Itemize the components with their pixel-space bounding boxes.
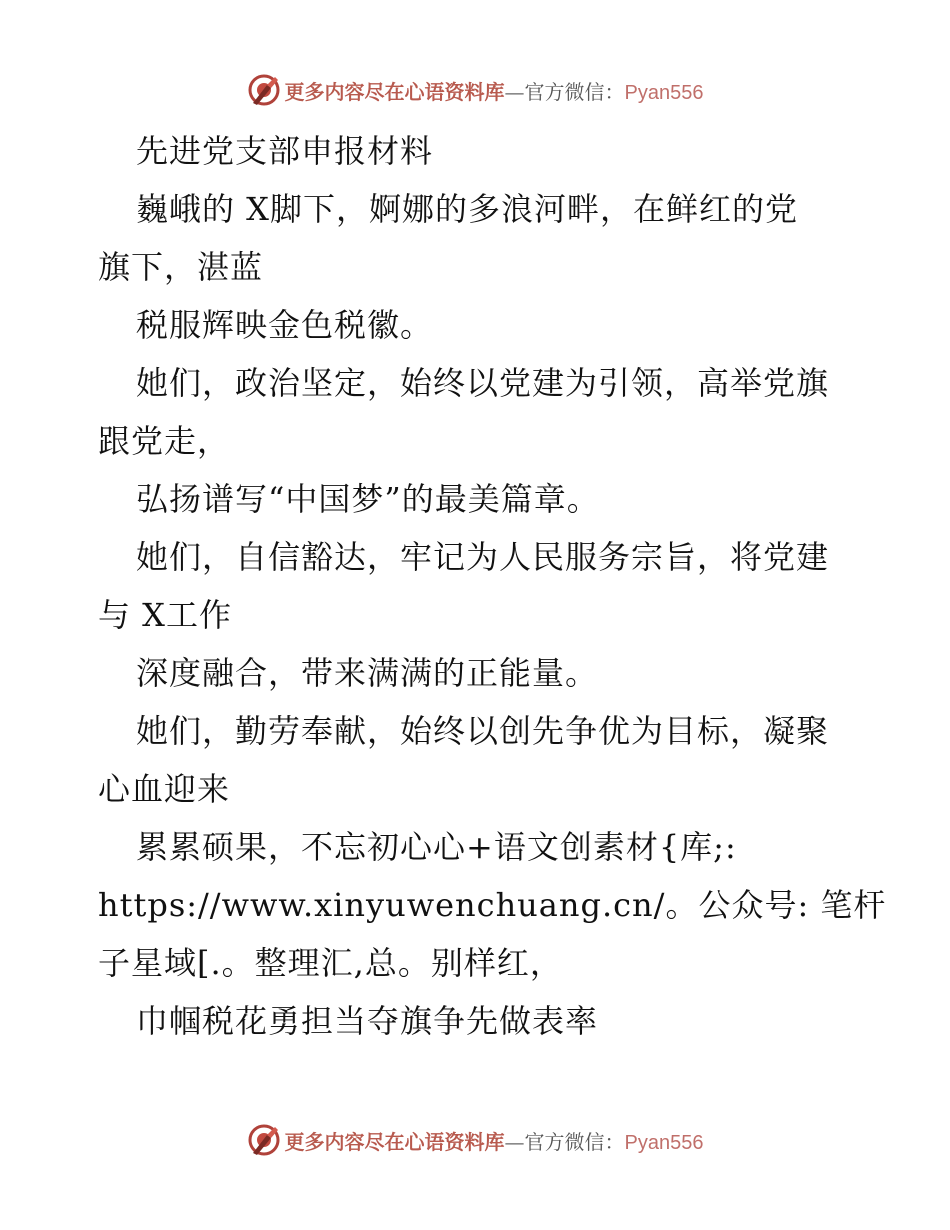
banner-separator: — [504, 79, 525, 104]
banner-wechat-label: 官方微信： [524, 79, 625, 104]
paragraph-line: 心血迎来 [98, 770, 231, 808]
paragraph-line: 弘扬谱写“中国梦”的最美篇章。 [136, 480, 600, 518]
paragraph-line: 巍峨的 X脚下，婀娜的多浪河畔，在鲜红的党 [136, 190, 798, 228]
document-title: 先进党支部申报材料 [136, 132, 434, 170]
paragraph-line: 深度融合，带来满满的正能量。 [136, 654, 599, 692]
paragraph-line: 税服辉映金色税徽。 [136, 306, 434, 344]
pen-logo-icon [247, 73, 281, 107]
paragraph-line: 巾帼税花勇担当夺旗争先做表率 [136, 1002, 599, 1040]
paragraph-line: 子星域[.。整理汇,总。别样红， [98, 944, 563, 982]
paragraph-line: 累累硕果，不忘初心心+语文创素材{库;: [136, 828, 737, 866]
paragraph-line: 旗下，湛蓝 [98, 248, 264, 286]
paragraph-line: 她们，勤劳奉献，始终以创先争优为目标，凝聚 [136, 712, 830, 750]
footer-watermark [0, 1120, 950, 1160]
banner-wechat-label: 官方微信： [524, 1129, 625, 1154]
document-body [98, 122, 887, 1050]
banner-separator: — [504, 1129, 525, 1154]
paragraph-line: 跟党走， [98, 422, 231, 460]
header-watermark [0, 70, 950, 110]
banner-main-text: 更多内容尽在心语资料库 [284, 1129, 505, 1154]
paragraph-line: 她们，政治坚定，始终以党建为引领，高举党旗 [136, 364, 830, 402]
banner-main-text: 更多内容尽在心语资料库 [284, 79, 505, 104]
banner-wechat-id: Pyan556 [624, 81, 704, 104]
paragraph-line: 与 X工作 [98, 596, 232, 634]
pen-logo-icon [247, 1123, 281, 1157]
banner-wechat-id: Pyan556 [624, 1131, 704, 1154]
paragraph-line: 她们，自信豁达，牢记为人民服务宗旨，将党建 [136, 538, 830, 576]
paragraph-line: https://www.xinyuwenchuang.cn/。公众号: 笔杆 [98, 886, 887, 924]
